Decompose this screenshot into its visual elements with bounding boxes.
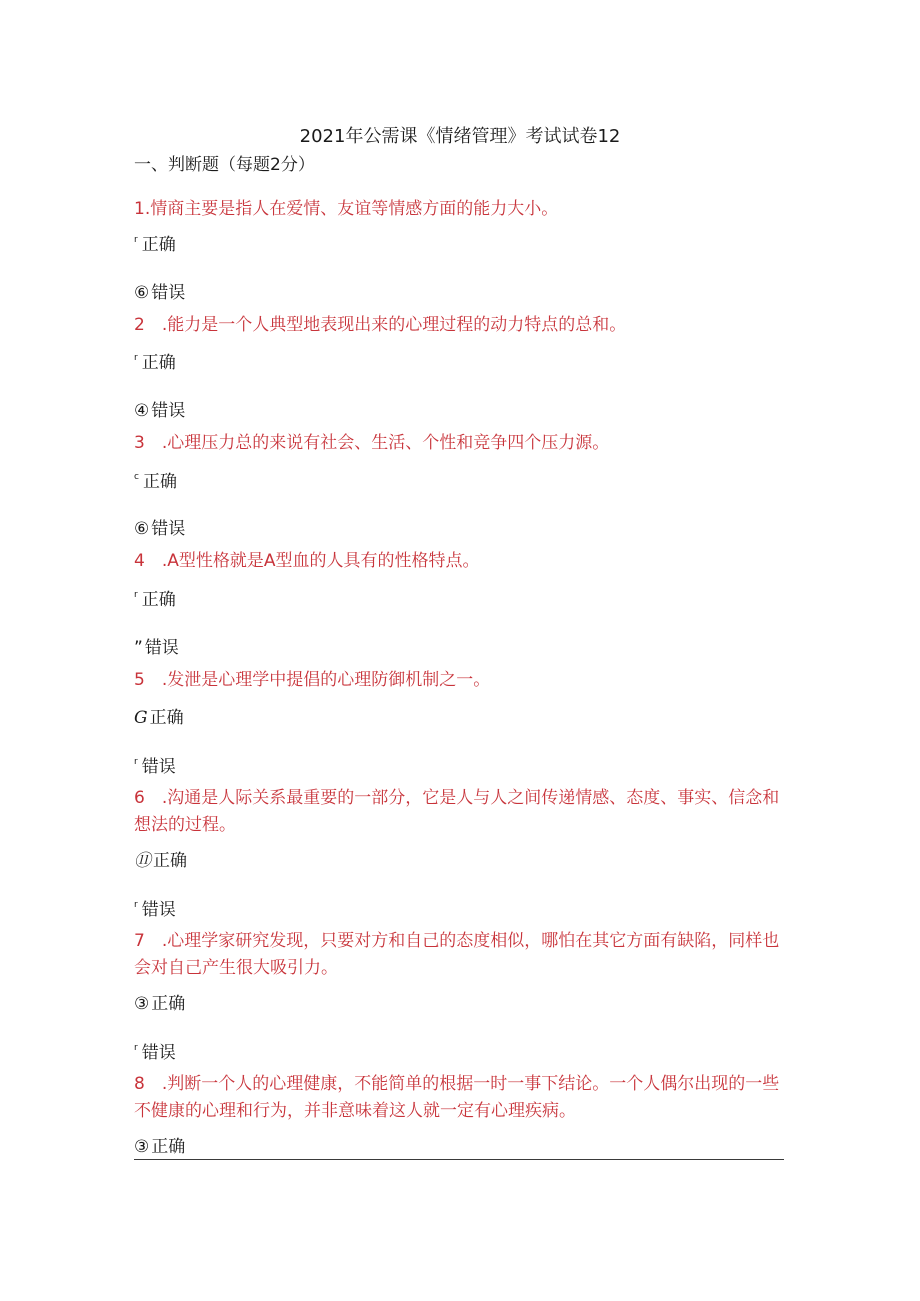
option-label: 正确 [151,1137,186,1157]
radio-mark: r [134,353,138,363]
option-true-7[interactable] [134,996,185,1013]
option-true-4[interactable] [134,591,176,609]
radio-mark: ⑪ [134,851,151,871]
option-label: 错误 [144,638,179,658]
radio-mark: r [134,757,138,767]
radio-mark: ⑥ [134,283,150,303]
option-true-8[interactable] [134,1139,185,1156]
question-3: 3 .心理压力总的来说有社会、生活、个性和竞争四个压力源。 [134,433,610,453]
page-divider [134,1159,784,1160]
option-false-5[interactable] [134,758,176,776]
option-true-2[interactable] [134,354,176,372]
option-label: 错误 [141,757,176,777]
option-false-4[interactable] [134,640,179,657]
option-true-6[interactable] [134,853,187,870]
option-true-5[interactable] [134,710,184,727]
option-label: 错误 [151,519,186,539]
question-1: 1.情商主要是指人在爱情、友谊等情感方面的能力大小。 [134,199,559,219]
option-label: 正确 [141,353,176,373]
radio-mark: r [134,900,138,910]
question-5: 5 .发泄是心理学中提倡的心理防御机制之一。 [134,670,491,690]
radio-mark: ③ [134,1137,150,1157]
radio-mark: ⑥ [134,519,150,539]
option-label: 正确 [141,235,176,255]
radio-mark: r [134,590,138,600]
option-label: 正确 [141,590,176,610]
option-label: 错误 [151,283,186,303]
option-false-6[interactable] [134,901,176,919]
radio-mark: ③ [134,994,150,1014]
question-7: 7 .心理学家研究发现，只要对方和自己的态度相似，哪怕在其它方面有缺陷，同样也会对自己产生很大吸引力。 [134,931,780,978]
radio-mark: ④ [134,401,150,421]
option-label: 正确 [153,851,187,871]
option-false-7[interactable] [134,1044,176,1062]
option-false-2[interactable] [134,403,185,420]
option-true-3[interactable] [134,473,177,491]
radio-mark: r [134,235,138,245]
option-false-1[interactable] [134,285,185,302]
document-title: 2021年公需课《情绪管理》考试试卷12 [299,126,621,147]
option-label: 错误 [141,900,176,920]
option-label: 正确 [151,994,186,1014]
option-label: 错误 [151,401,186,421]
option-label: 错误 [141,1043,176,1063]
option-label: 正确 [142,472,177,492]
radio-mark: r [134,1043,138,1053]
option-false-3[interactable] [134,521,185,538]
question-4: 4 .A型性格就是A型血的人具有的性格特点。 [134,551,480,571]
question-2: 2 .能力是一个人典型地表现出来的心理过程的动力特点的总和。 [134,315,627,335]
question-8: 8 .判断一个人的心理健康，不能简单的根据一时一事下结论。一个人偶尔出现的一些不健康的心理和行为，并非意味着这人就一定有心理疾病。 [134,1074,780,1121]
question-6: 6 .沟通是人际关系最重要的一部分，它是人与人之间传递情感、态度、事实、信念和想法的过程。 [134,788,780,835]
radio-mark: G [134,708,148,728]
radio-mark: c [134,472,139,482]
section-heading: 一、判断题（每题2分） [134,155,315,175]
option-true-1[interactable] [134,236,176,254]
radio-mark: ” [134,638,143,658]
option-label: 正确 [149,708,184,728]
